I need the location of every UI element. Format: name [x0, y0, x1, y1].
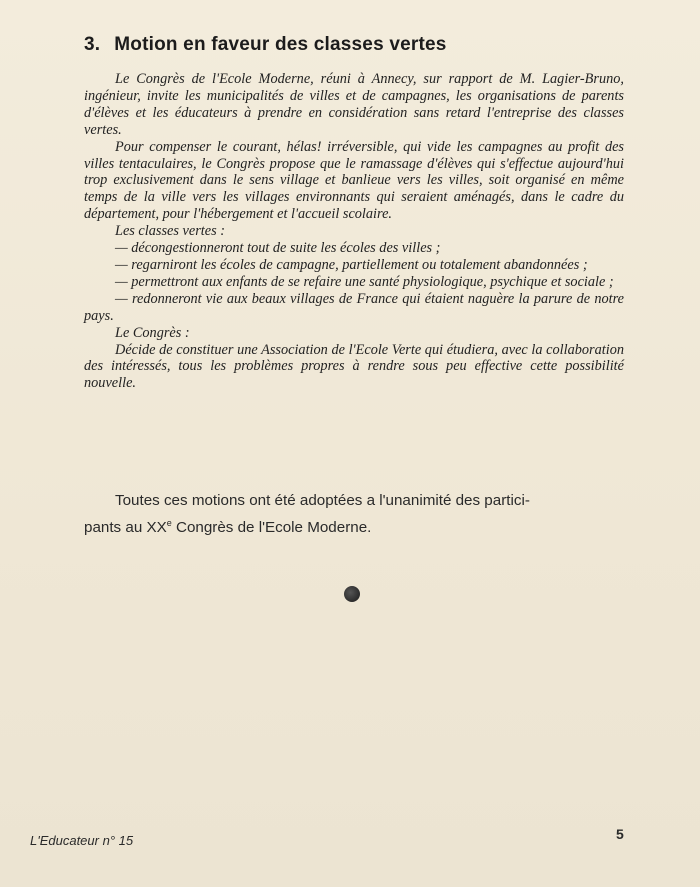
paragraph-list-intro: Les classes vertes : — [115, 223, 225, 240]
paragraph-intro: Le Congrès de l'Ecole Moderne, réuni à Annecy, sur rapport de M. Lagier-Bruno, ingénieur, invite les municipalités de villes et de campagnes, les organisations de parents d'élèves et les éducateurs à prendre en considération sans retard l'entreprise des classes vertes. — [84, 71, 624, 138]
section-number: 3. — [84, 34, 101, 55]
closing-statement — [84, 490, 624, 539]
list-item: — regarniront les écoles de campagne, partiellement ou totalement abandonnées ; — [115, 256, 588, 273]
paragraph-congres: Le Congrès : — [115, 324, 190, 341]
motion-body — [84, 71, 624, 392]
paragraph-proposal: Pour compenser le courant, hélas! irréversible, qui vide les campagnes au profit des villes tentaculaires, le Congrès propose que le ramassage d'élèves qui s'effectue aujourd'hui trop exclusivement dans le sens village et banlieue vers les villes, soit organisé en même temps de la ville vers les villages environnants qui seraient aménagés, dans le cadre du département, pour l'hébergement et l'accueil scolaire. — [84, 138, 624, 223]
list-item: — décongestionneront tout de suite les écoles des villes ; — [115, 240, 441, 257]
paragraph-decision: Décide de constituer une Association de l'Ecole Verte qui étudiera, avec la collaboration des intéressés, tous les problèmes propres à rendre sous peu effective cette possibilité nouvelle. — [84, 341, 624, 392]
list-item: — redonneront vie aux beaux villages de France qui étaient naguère la parure de notre pays. — [84, 290, 624, 324]
page-number: 5 — [616, 826, 624, 842]
section-end-dot-icon — [344, 586, 360, 602]
closing-line-2 — [84, 512, 624, 539]
closing-line-1: Toutes ces motions ont été adoptées a l'unanimité des partici- — [115, 492, 530, 509]
closing-line-2-end: Congrès de l'Ecole Moderne. — [171, 519, 372, 536]
list-item: — permettront aux enfants de se refaire une santé physiologique, psychique et sociale ; — [115, 273, 614, 290]
section-heading — [84, 34, 447, 56]
ordinal-superscript: e — [166, 518, 172, 528]
closing-line-2-start: pants au XX — [84, 519, 167, 536]
section-title: Motion en faveur des classes vertes — [114, 34, 447, 55]
footer-journal: L'Educateur n° 15 — [30, 833, 134, 848]
